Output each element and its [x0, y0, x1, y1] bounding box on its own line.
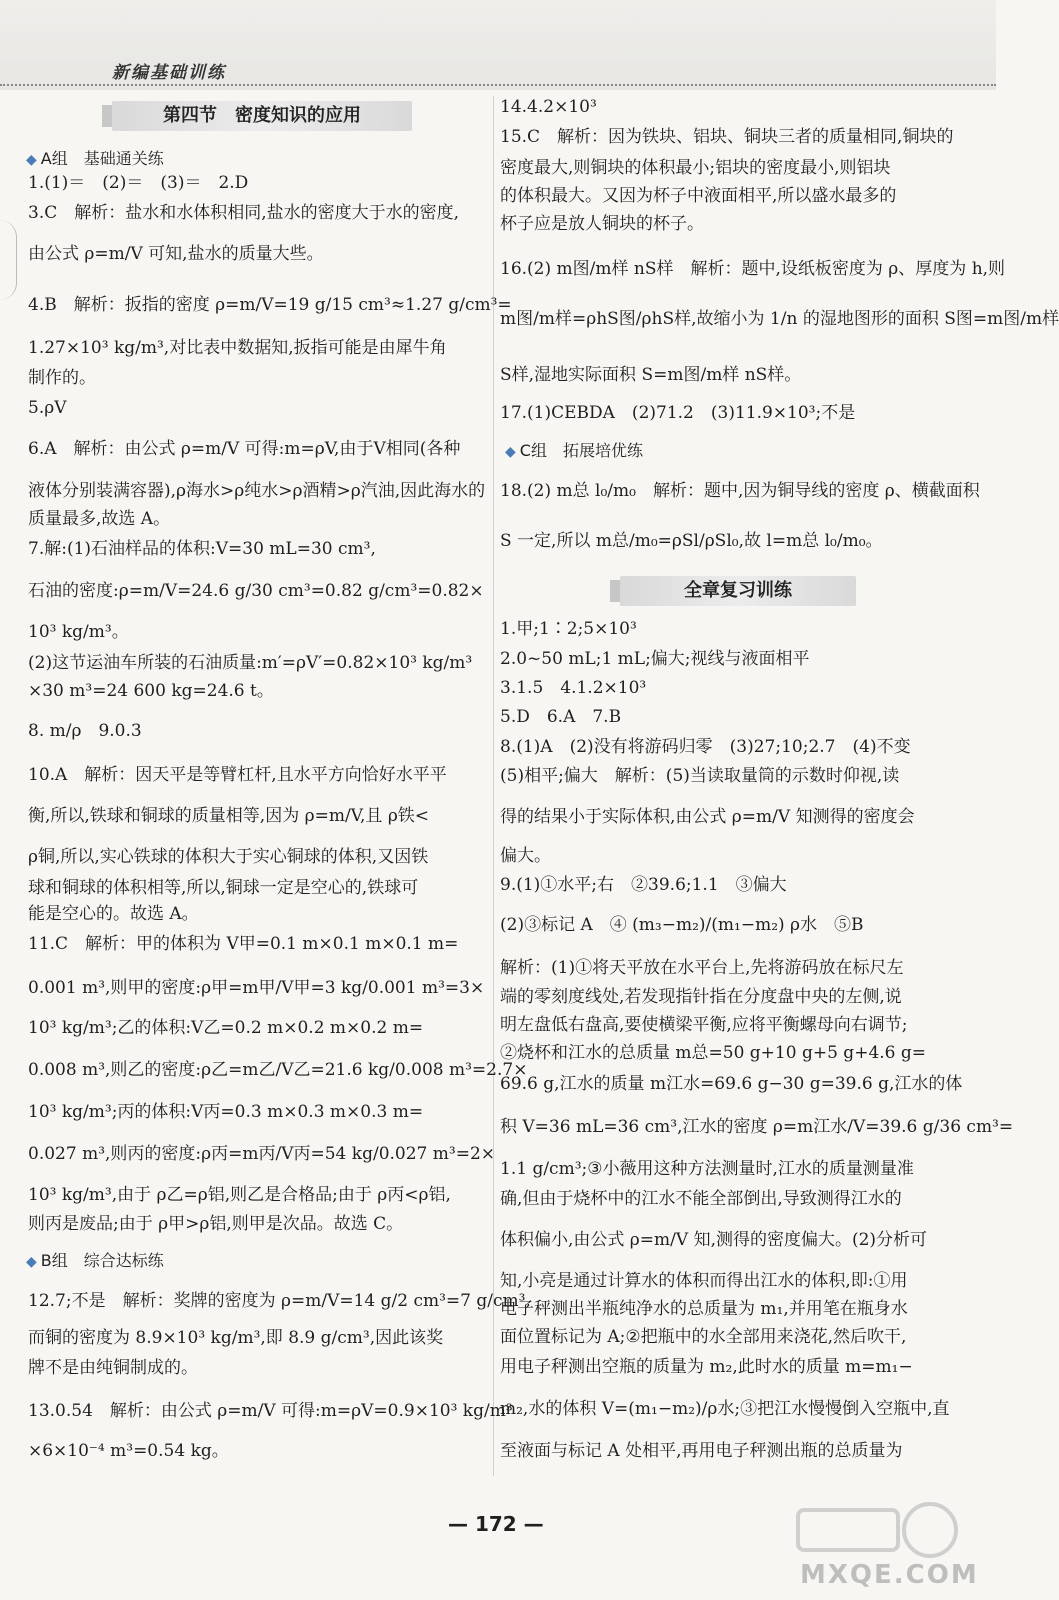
answer-line: 3.1.5 4.1.2×10³	[500, 678, 647, 698]
answer-line: 14.4.2×10³	[500, 97, 597, 117]
answer-line: 15.C 解析：因为铁块、铝块、铜块三者的质量相同,铜块的	[500, 127, 954, 147]
answer-line: 0.001 m³,则甲的密度:ρ甲=m甲/V甲=3 kg/0.001 m³=3×	[28, 978, 485, 998]
answer-line: 17.(1)CEBDA (2)71.2 (3)11.9×10³;不是	[500, 403, 856, 423]
answer-line: 的体积最大。又因为杯子中液面相平,所以盛水最多的	[500, 186, 897, 206]
section-title-tab	[610, 580, 620, 602]
answer-line: 16.(2) m图/m样 nS样 解析：题中,设纸板密度为 ρ、厚度为 h,则	[500, 259, 1006, 279]
section-title-left	[112, 101, 412, 131]
answer-line: 1.1 g/cm³;③小薇用这种方法测量时,江水的质量测量准	[500, 1159, 914, 1179]
answer-line: m图/m样=ρhS图/ρhS样,故缩小为 1/n 的湿地图形的面积 S图=m图/m样	[500, 309, 1059, 329]
section-title-right	[620, 576, 856, 606]
answer-line: 能是空心的。故选 A。	[28, 904, 199, 924]
answer-line: ρ铜,所以,实心铁球的体积大于实心铜球的体积,又因铁	[28, 847, 429, 867]
group-label: A组 基础通关练	[40, 149, 164, 168]
answer-line: 至液面与标记 A 处相平,再用电子秤测出瓶的总质量为	[500, 1441, 903, 1461]
answer-line: 明左盘低右盘高,要使横梁平衡,应将平衡螺母向右调节;	[500, 1015, 908, 1035]
diamond-icon: ◆	[26, 152, 37, 168]
section-title-tab	[102, 105, 112, 127]
answer-line: 10³ kg/m³;乙的体积:V乙=0.2 m×0.2 m×0.2 m=	[28, 1018, 424, 1038]
answer-line: 液体分别装满容器),ρ海水>ρ纯水>ρ酒精>ρ汽油,因此海水的	[28, 481, 486, 501]
answer-line: 球和铜球的体积相等,所以,铜球一定是空心的,铁球可	[28, 878, 419, 898]
answer-line: 衡,所以,铁球和铜球的质量相等,因为 ρ=m/V,且 ρ铁<	[28, 806, 430, 826]
answer-line: 1.甲;1∶2;5×10³	[500, 619, 637, 639]
answer-line: 18.(2) m总 l₀/m₀ 解析：题中,因为铜导线的密度 ρ、横截面积	[500, 481, 980, 501]
answer-line: 0.027 m³,则丙的密度:ρ丙=m丙/V丙=54 kg/0.027 m³=2×	[28, 1144, 496, 1164]
answer-line: 偏大。	[500, 846, 551, 866]
answer-line: 10.A 解析：因天平是等臂杠杆,且水平方向恰好水平平	[28, 765, 447, 785]
answer-line: 3.C 解析：盐水和水体积相同,盐水的密度大于水的密度,	[28, 203, 460, 223]
answer-line: (2)③标记 A ④ (m₃−m₂)/(m₁−m₂) ρ水 ⑤B	[500, 915, 864, 935]
group-a-heading	[26, 146, 164, 169]
answer-line: 面位置标记为 A;②把瓶中的水全部用来浇花,然后吹干,	[500, 1327, 907, 1347]
answer-line: 制作的。	[28, 368, 96, 388]
answer-line: 12.7;不是 解析：奖牌的密度为 ρ=m/V=14 g/2 cm³=7 g/cm³,	[28, 1291, 531, 1311]
group-b-heading	[26, 1248, 164, 1271]
answer-line: 13.0.54 解析：由公式 ρ=m/V 可得:m=ρV=0.9×10³ kg/m³	[28, 1401, 513, 1421]
answer-line: ×30 m³=24 600 kg=24.6 t。	[28, 681, 274, 701]
answer-line: 电子秤测出半瓶纯净水的总质量为 m₁,并用笔在瓶身水	[500, 1299, 908, 1319]
answer-line: 牌不是由纯铜制成的。	[28, 1358, 198, 1378]
answer-line: 用电子秤测出空瓶的质量为 m₂,此时水的质量 m=m₁−	[500, 1357, 913, 1377]
watermark-text: MXQE.COM	[800, 1560, 979, 1590]
answer-line: 质量最多,故选 A。	[28, 509, 171, 529]
answer-line: 10³ kg/m³,由于 ρ乙=ρ铝,则乙是合格品;由于 ρ丙<ρ铝,	[28, 1185, 451, 1205]
answer-line: 4.B 解析：扳指的密度 ρ=m/V=19 g/15 cm³≈1.27 g/cm³=	[28, 295, 512, 315]
answer-line: 2.0~50 mL;1 mL;偏大;视线与液面相平	[500, 649, 810, 669]
answer-line: 9.(1)①水平;右 ②39.6;1.1 ③偏大	[500, 875, 787, 895]
answer-line: 确,但由于烧杯中的江水不能全部倒出,导致测得江水的	[500, 1189, 902, 1209]
answer-line: 密度最大,则铜块的体积最小;铝块的密度最小,则铝块	[500, 158, 891, 178]
answer-line: ②烧杯和江水的总质量 m总=50 g+10 g+5 g+4.6 g=	[500, 1043, 927, 1063]
answer-line: 69.6 g,江水的质量 m江水=69.6 g−30 g=39.6 g,江水的体	[500, 1074, 963, 1094]
group-label: B组 综合达标练	[40, 1251, 164, 1270]
diamond-icon: ◆	[26, 1254, 37, 1270]
answer-line: 11.C 解析：甲的体积为 V甲=0.1 m×0.1 m×0.1 m=	[28, 934, 459, 954]
answer-line: S样,湿地实际面积 S=m图/m样 nS样。	[500, 365, 802, 385]
answer-line: 7.解:(1)石油样品的体积:V=30 mL=30 cm³,	[28, 539, 376, 559]
answer-line: 杯子应是放人铜块的杯子。	[500, 214, 704, 234]
answer-line: 1.27×10³ kg/m³,对比表中数据知,扳指可能是由犀牛角	[28, 338, 447, 358]
answer-line: ×6×10⁻⁴ m³=0.54 kg。	[28, 1441, 229, 1461]
binding-edge	[0, 220, 17, 300]
diamond-icon: ◆	[505, 444, 516, 460]
answer-line: 知,小亮是通过计算水的体积而得出江水的体积,即:①用	[500, 1271, 908, 1291]
answer-line: S 一定,所以 m总/m₀=ρSl/ρSl₀,故 l=m总 l₀/m₀。	[500, 531, 883, 551]
answer-line: 10³ kg/m³;丙的体积:V丙=0.3 m×0.3 m×0.3 m=	[28, 1102, 424, 1122]
answer-line: (2)这节运油车所装的石油质量:m′=ρV′=0.82×10³ kg/m³	[28, 653, 473, 673]
series-label: 新编基础训练	[112, 63, 226, 83]
group-c-heading	[505, 438, 643, 461]
answer-line: 而铜的密度为 8.9×10³ kg/m³,即 8.9 g/cm³,因此该奖	[28, 1328, 444, 1348]
answer-line: 10³ kg/m³。	[28, 622, 129, 642]
page-number: — 172 —	[448, 1512, 544, 1536]
answer-line: 解析：(1)①将天平放在水平台上,先将游码放在标尺左	[500, 958, 904, 978]
answer-line: 8. m/ρ 9.0.3	[28, 721, 142, 741]
answer-line: (5)相平;偏大 解析：(5)当读取量筒的示数时仰视,读	[500, 766, 900, 786]
answer-line: 得的结果小于实际体积,由公式 ρ=m/V 知测得的密度会	[500, 807, 915, 827]
section-title-text: 第四节 密度知识的应用	[163, 105, 361, 126]
header-rule	[0, 84, 996, 86]
answer-line: 端的零刻度线处,若发现指针指在分度盘中央的左侧,说	[500, 987, 902, 1007]
answer-line: 1.(1)＝ (2)＝ (3)＝ 2.D	[28, 173, 249, 193]
answer-line: 则丙是废品;由于 ρ甲>ρ铝,则甲是次品。故选 C。	[28, 1214, 404, 1234]
answer-line: 6.A 解析：由公式 ρ=m/V 可得:m=ρV,由于V相同(各种	[28, 439, 461, 459]
answer-line: 5.ρV	[28, 398, 67, 418]
answer-line: 石油的密度:ρ=m/V=24.6 g/30 cm³=0.82 g/cm³=0.82×	[28, 581, 484, 601]
answer-line: 体积偏小,由公式 ρ=m/V 知,测得的密度偏大。(2)分析可	[500, 1230, 928, 1250]
section-title-text: 全章复习训练	[684, 580, 792, 601]
group-label: C组 拓展培优练	[519, 441, 643, 460]
answer-line: 积 V=36 mL=36 cm³,江水的密度 ρ=m江水/V=39.6 g/36 cm³=	[500, 1117, 1014, 1137]
answer-line: 5.D 6.A 7.B	[500, 707, 622, 727]
answer-line: 由公式 ρ=m/V 可知,盐水的质量大些。	[28, 244, 324, 264]
answer-line: m₂,水的体积 V=(m₁−m₂)/ρ水;③把江水慢慢倒入空瓶中,直	[500, 1399, 950, 1419]
answer-line: 0.008 m³,则乙的密度:ρ乙=m乙/V乙=21.6 kg/0.008 m³=2.7×	[28, 1060, 528, 1080]
answer-line: 8.(1)A (2)没有将游码归零 (3)27;10;2.7 (4)不变	[500, 737, 911, 757]
